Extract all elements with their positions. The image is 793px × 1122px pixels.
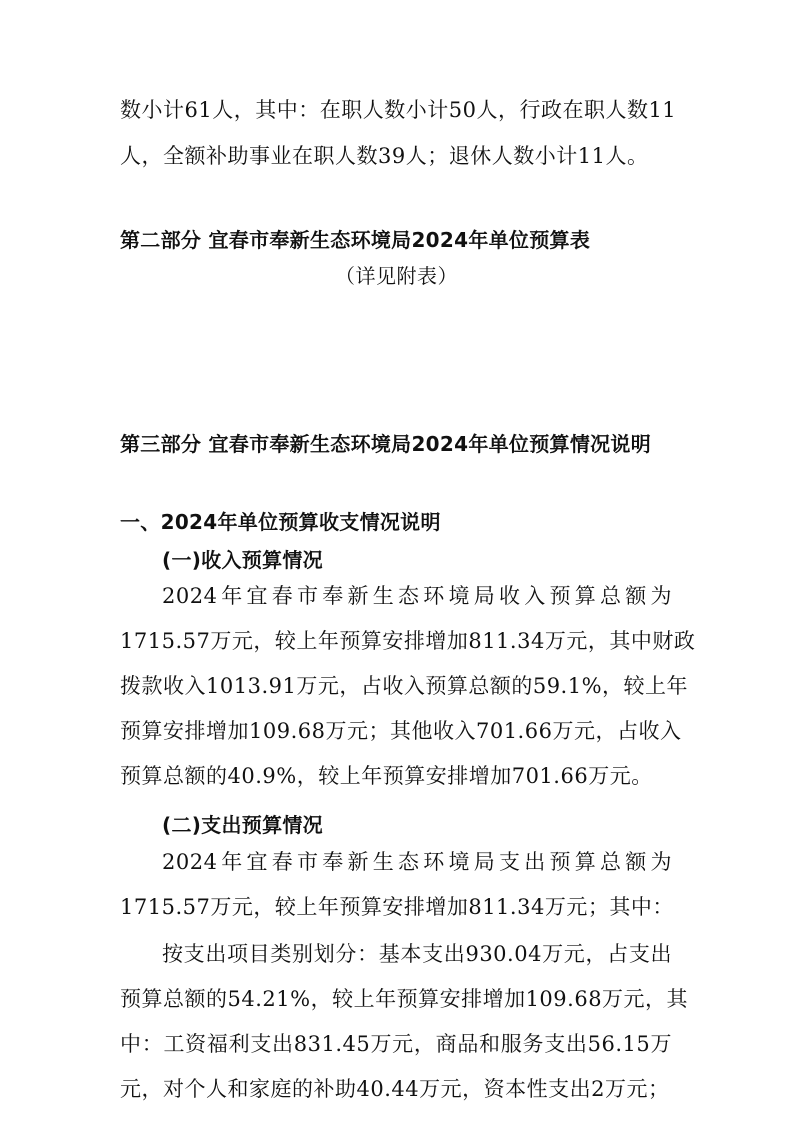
part2-subtitle: （详见附表） [335, 264, 458, 288]
intro-line-1: 数小计61人，其中：在职人数小计50人，行政在职人数11 [120, 98, 677, 122]
expense-heading: (二)支出预算情况 [162, 813, 323, 837]
income-line-3: 拨款收入1013.91万元，占收入预算总额的59.1%，较上年 [120, 674, 689, 698]
intro-line-2: 人，全额补助事业在职人数39人；退休人数小计11人。 [120, 144, 649, 168]
income-line-2: 1715.57万元，较上年预算安排增加811.34万元，其中财政 [120, 629, 696, 653]
section1-heading: 一、2024年单位预算收支情况说明 [120, 510, 441, 534]
part3-title: 第三部分 宜春市奉新生态环境局2024年单位预算情况说明 [120, 432, 652, 456]
income-line-1: 2024年宜春市奉新生态环境局收入预算总额为 [162, 584, 672, 608]
expense-line-2: 1715.57万元，较上年预算安排增加811.34万元；其中： [120, 895, 674, 919]
expense-line-4: 预算总额的54.21%，较上年预算安排增加109.68万元，其 [120, 987, 689, 1011]
income-line-4: 预算安排增加109.68万元；其他收入701.66万元，占收入 [120, 719, 682, 743]
part2-title: 第二部分 宜春市奉新生态环境局2024年单位预算表 [120, 228, 591, 252]
expense-line-3: 按支出项目类别划分：基本支出930.04万元，占支出 [162, 942, 672, 966]
expense-line-5: 中：工资福利支出831.45万元，商品和服务支出56.15万 [120, 1032, 672, 1056]
income-heading: (一)收入预算情况 [162, 548, 323, 572]
income-line-5: 预算总额的40.9%，较上年预算安排增加701.66万元。 [120, 764, 653, 788]
expense-line-1: 2024年宜春市奉新生态环境局支出预算总额为 [162, 850, 672, 874]
expense-line-6: 元，对个人和家庭的补助40.44万元，资本性支出2万元； [120, 1077, 670, 1101]
